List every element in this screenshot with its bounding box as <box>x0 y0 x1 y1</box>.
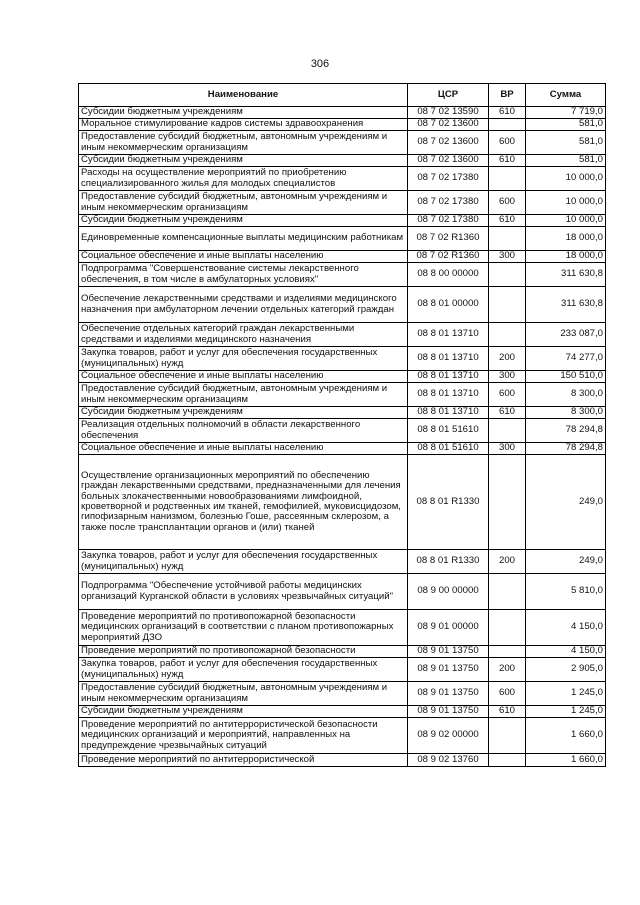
cell-vr <box>489 646 526 658</box>
cell-csr: 08 9 02 00000 <box>408 718 489 754</box>
cell-csr: 08 8 01 13710 <box>408 347 489 371</box>
cell-sum: 8 300,0 <box>526 407 606 419</box>
cell-csr: 08 9 01 13750 <box>408 658 489 682</box>
cell-vr: 200 <box>489 658 526 682</box>
header-csr: ЦСР <box>408 84 489 107</box>
header-sum: Сумма <box>526 84 606 107</box>
cell-csr: 08 9 02 13760 <box>408 754 489 767</box>
table-row <box>79 371 606 383</box>
cell-name: Закупка товаров, работ и услуг для обеспечения государственных (муниципальных) нужд <box>79 347 408 371</box>
cell-vr: 300 <box>489 371 526 383</box>
cell-name: Субсидии бюджетным учреждениям <box>79 706 408 718</box>
cell-name: Социальное обеспечение и иные выплаты населению <box>79 371 408 383</box>
cell-sum: 74 277,0 <box>526 347 606 371</box>
cell-name: Подпрограмма "Совершенствование системы лекарственного обеспечения, в том числе в амбулаторных условиях" <box>79 263 408 287</box>
cell-vr: 300 <box>489 251 526 263</box>
cell-name: Проведение мероприятий по антитеррористической безопасности медицинских организаций и мероприятий, направленных на предупреждение чрезвычайных ситуаций <box>79 718 408 754</box>
cell-name: Субсидии бюджетным учреждениям <box>79 155 408 167</box>
cell-csr: 08 7 02 17380 <box>408 191 489 215</box>
cell-csr: 08 8 01 51610 <box>408 443 489 455</box>
cell-csr: 08 8 01 R1330 <box>408 550 489 574</box>
table-row <box>79 718 606 754</box>
table-body <box>79 107 606 767</box>
cell-csr: 08 7 02 13600 <box>408 131 489 155</box>
cell-csr: 08 8 01 13710 <box>408 383 489 407</box>
table-row <box>79 131 606 155</box>
table-row <box>79 251 606 263</box>
cell-name: Социальное обеспечение и иные выплаты населению <box>79 443 408 455</box>
table-row <box>79 455 606 550</box>
cell-name: Обеспечение лекарственными средствами и изделиями медицинского назначения при амбулаторном лечении отдельных категорий граждан <box>79 287 408 323</box>
cell-sum: 581,0 <box>526 131 606 155</box>
cell-sum: 581,0 <box>526 155 606 167</box>
cell-sum: 4 150,0 <box>526 610 606 646</box>
cell-sum: 5 810,0 <box>526 574 606 610</box>
cell-csr: 08 9 00 00000 <box>408 574 489 610</box>
cell-vr <box>489 574 526 610</box>
cell-sum: 1 660,0 <box>526 754 606 767</box>
cell-sum: 150 510,0 <box>526 371 606 383</box>
cell-vr <box>489 754 526 767</box>
table-row <box>79 287 606 323</box>
cell-name: Закупка товаров, работ и услуг для обеспечения государственных (муниципальных) нужд <box>79 550 408 574</box>
page-number: 306 <box>310 58 330 70</box>
cell-name: Предоставление субсидий бюджетным, автономным учреждениям и иным некоммерческим организациям <box>79 191 408 215</box>
cell-name: Предоставление субсидий бюджетным, автономным учреждениям и иным некоммерческим организациям <box>79 383 408 407</box>
table-row <box>79 107 606 119</box>
table-row <box>79 227 606 251</box>
table-row <box>79 754 606 767</box>
cell-vr: 610 <box>489 706 526 718</box>
table-row <box>79 658 606 682</box>
cell-sum: 1 245,0 <box>526 706 606 718</box>
cell-sum: 249,0 <box>526 550 606 574</box>
table-row <box>79 574 606 610</box>
table-row <box>79 443 606 455</box>
cell-name: Единовременные компенсационные выплаты медицинским работникам <box>79 227 408 251</box>
cell-csr: 08 7 02 13590 <box>408 107 489 119</box>
table-row <box>79 682 606 706</box>
cell-csr: 08 8 01 R1330 <box>408 455 489 550</box>
cell-csr: 08 8 01 51610 <box>408 419 489 443</box>
cell-sum: 10 000,0 <box>526 215 606 227</box>
cell-sum: 233 087,0 <box>526 323 606 347</box>
cell-sum: 10 000,0 <box>526 167 606 191</box>
table-row <box>79 646 606 658</box>
table-header-row <box>79 84 606 107</box>
cell-vr <box>489 419 526 443</box>
table-row <box>79 323 606 347</box>
cell-vr: 600 <box>489 191 526 215</box>
cell-csr: 08 7 02 13600 <box>408 119 489 131</box>
cell-csr: 08 8 01 13710 <box>408 407 489 419</box>
cell-csr: 08 7 02 17380 <box>408 167 489 191</box>
cell-name: Предоставление субсидий бюджетным, автономным учреждениям и иным некоммерческим организациям <box>79 131 408 155</box>
cell-vr <box>489 263 526 287</box>
cell-csr: 08 9 01 13750 <box>408 706 489 718</box>
header-name: Наименование <box>79 84 408 107</box>
cell-vr <box>489 287 526 323</box>
cell-vr: 600 <box>489 131 526 155</box>
cell-sum: 1 245,0 <box>526 682 606 706</box>
cell-sum: 78 294,8 <box>526 419 606 443</box>
cell-name: Реализация отдельных полномочий в области лекарственного обеспечения <box>79 419 408 443</box>
cell-vr: 200 <box>489 550 526 574</box>
cell-name: Проведение мероприятий по антитеррористической <box>79 754 408 767</box>
cell-csr: 08 8 01 13710 <box>408 371 489 383</box>
cell-vr: 610 <box>489 107 526 119</box>
cell-sum: 1 660,0 <box>526 718 606 754</box>
cell-name: Субсидии бюджетным учреждениям <box>79 215 408 227</box>
table-row <box>79 263 606 287</box>
cell-name: Подпрограмма "Обеспечение устойчивой работы медицинских организаций Курганской области в условиях чрезвычайных ситуаций" <box>79 574 408 610</box>
cell-sum: 7 719,0 <box>526 107 606 119</box>
cell-sum: 78 294,8 <box>526 443 606 455</box>
cell-vr <box>489 167 526 191</box>
table-row <box>79 383 606 407</box>
cell-csr: 08 7 02 17380 <box>408 215 489 227</box>
cell-csr: 08 9 01 00000 <box>408 610 489 646</box>
cell-sum: 249,0 <box>526 455 606 550</box>
cell-csr: 08 7 02 R1360 <box>408 227 489 251</box>
cell-csr: 08 7 02 13600 <box>408 155 489 167</box>
cell-vr: 200 <box>489 347 526 371</box>
table-row <box>79 419 606 443</box>
cell-sum: 4 150,0 <box>526 646 606 658</box>
cell-csr: 08 9 01 13750 <box>408 646 489 658</box>
cell-sum: 18 000,0 <box>526 251 606 263</box>
cell-vr <box>489 227 526 251</box>
cell-sum: 18 000,0 <box>526 227 606 251</box>
cell-name: Осуществление организационных мероприятий по обеспечению граждан лекарственными средствами, предназначенными для лечения больных злокачественными новообразованиями лимфоидной, кроветворной и родственных им тканей, гемофилией, муковисцидозом, гипофизарным нанизмом, болезнью Гоше, рассеянным склерозом, а также после трансплантации органов и (или) тканей <box>79 455 408 550</box>
cell-name: Социальное обеспечение и иные выплаты населению <box>79 251 408 263</box>
cell-vr <box>489 323 526 347</box>
cell-sum: 581,0 <box>526 119 606 131</box>
cell-csr: 08 9 01 13750 <box>408 682 489 706</box>
cell-csr: 08 8 01 00000 <box>408 287 489 323</box>
table-row <box>79 191 606 215</box>
cell-name: Закупка товаров, работ и услуг для обеспечения государственных (муниципальных) нужд <box>79 658 408 682</box>
cell-csr: 08 8 00 00000 <box>408 263 489 287</box>
header-vr: ВР <box>489 84 526 107</box>
cell-vr: 600 <box>489 383 526 407</box>
table-row <box>79 407 606 419</box>
cell-vr <box>489 718 526 754</box>
table-row <box>79 119 606 131</box>
cell-sum: 10 000,0 <box>526 191 606 215</box>
cell-name: Обеспечение отдельных категорий граждан лекарственными средствами и изделиями медицинского назначения <box>79 323 408 347</box>
cell-csr: 08 8 01 13710 <box>408 323 489 347</box>
cell-name: Расходы на осуществление мероприятий по приобретению специализированного жилья для молодых специалистов <box>79 167 408 191</box>
cell-name: Субсидии бюджетным учреждениям <box>79 107 408 119</box>
cell-vr: 610 <box>489 215 526 227</box>
cell-sum: 311 630,8 <box>526 263 606 287</box>
cell-vr <box>489 610 526 646</box>
cell-csr: 08 7 02 R1360 <box>408 251 489 263</box>
table-row <box>79 706 606 718</box>
table-row <box>79 347 606 371</box>
cell-vr: 300 <box>489 443 526 455</box>
cell-sum: 2 905,0 <box>526 658 606 682</box>
cell-name: Предоставление субсидий бюджетным, автономным учреждениям и иным некоммерческим организациям <box>79 682 408 706</box>
cell-vr <box>489 455 526 550</box>
table-row <box>79 550 606 574</box>
cell-name: Моральное стимулирование кадров системы здравоохранения <box>79 119 408 131</box>
table-row <box>79 215 606 227</box>
table-row <box>79 610 606 646</box>
cell-vr: 600 <box>489 682 526 706</box>
cell-name: Проведение мероприятий по противопожарной безопасности медицинских организаций в соответствии с планом противопожарных мероприятий ДЗО <box>79 610 408 646</box>
cell-name: Проведение мероприятий по противопожарной безопасности <box>79 646 408 658</box>
cell-sum: 8 300,0 <box>526 383 606 407</box>
cell-vr <box>489 119 526 131</box>
cell-sum: 311 630,8 <box>526 287 606 323</box>
table-row <box>79 167 606 191</box>
cell-vr: 610 <box>489 407 526 419</box>
budget-table <box>78 83 606 767</box>
table-row <box>79 155 606 167</box>
cell-name: Субсидии бюджетным учреждениям <box>79 407 408 419</box>
cell-vr: 610 <box>489 155 526 167</box>
